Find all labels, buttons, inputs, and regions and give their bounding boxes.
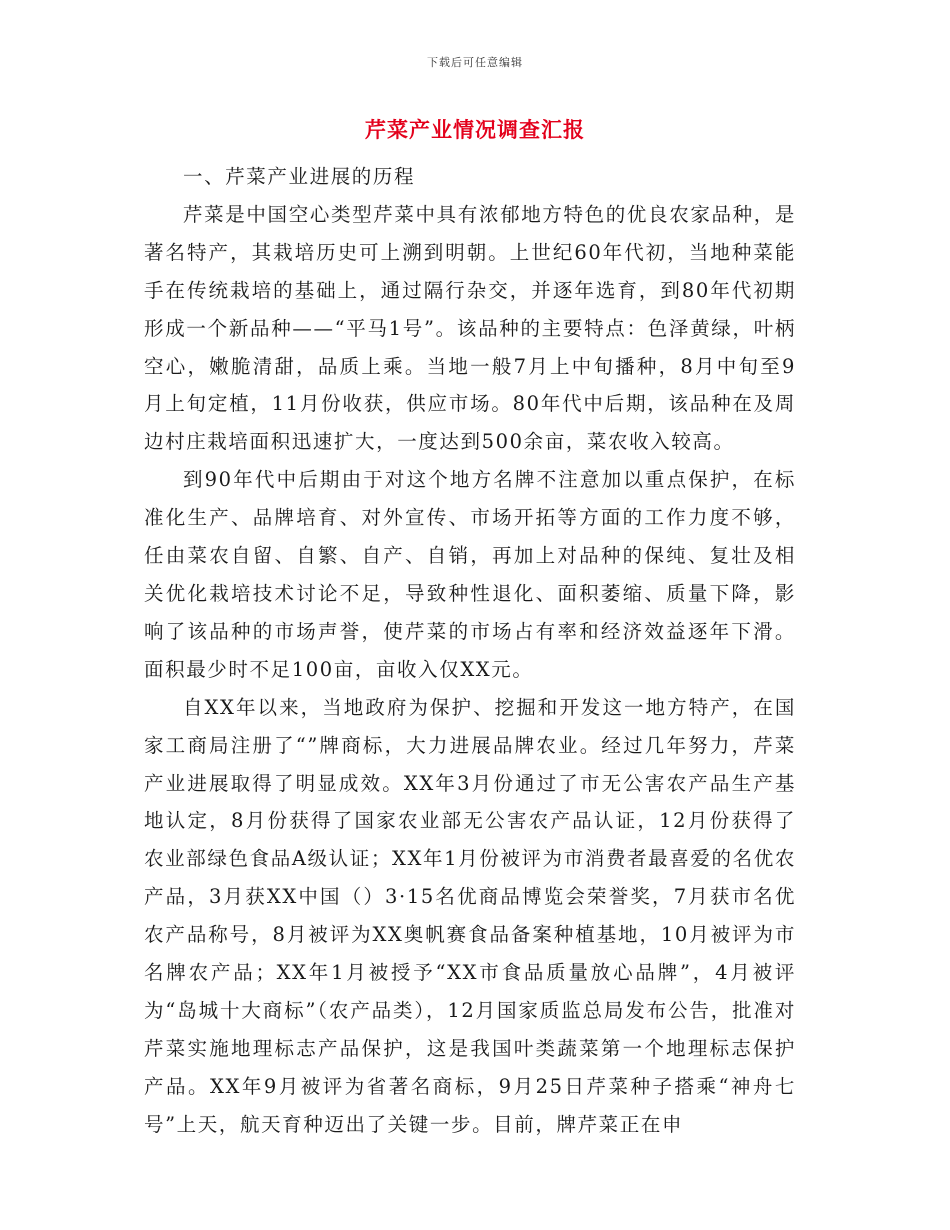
section-heading: 一、芹菜产业进展的历程 <box>183 165 416 188</box>
header-note: 下载后可任意编辑 <box>427 56 523 69</box>
document-body <box>144 158 796 1144</box>
document-title: 芹菜产业情况调查汇报 <box>365 117 585 142</box>
paragraph-2: 到90年代中后期由于对这个地方名牌不注意加以重点保护，在标准化生产、品牌培育、对外宣传、市场开拓等方面的工作力度不够，任由菜农自留、自繁、自产、自销，再加上对品种的保纯、复壮及相关优化栽培技术讨论不足，导致种性退化、面积萎缩、质量下降，影响了该品种的市场声誉，使芹菜的市场占有率和经济效益逐年下滑。面积最少时不足100亩，亩收入仅XX元。 <box>144 468 796 681</box>
paragraph-3: 自XX年以来，当地政府为保护、挖掘和开发这一地方特产，在国家工商局注册了“”牌商标，大力进展品牌农业。经过几年努力，芹菜产业进展取得了明显成效。XX年3月份通过了市无公害农产品生产基地认定，8月份获得了国家农业部无公害农产品认证，12月份获得了农业部绿色食品A级认证；XX年1月份被评为市消费者最喜爱的名优农产品，3月获XX中国（）3·15名优商品博览会荣誉奖，7月获市名优农产品称号，8月被评为XX奥帆赛食品备案种植基地，10月被评为市名牌农产品；XX年1月被授予“XX市食品质量放心品牌”，4月被评为“岛城十大商标”（农产品类），12月国家质监总局发布公告，批准对芹菜实施地理标志产品保护，这是我国叶类蔬菜第一个地理标志保护产品。XX年9月被评为省著名商标，9月25日芹菜种子搭乘“神舟七号”上天，航天育种迈出了关键一步。目前，牌芹菜正在申 <box>144 695 796 1136</box>
paragraph-1: 芹菜是中国空心类型芹菜中具有浓郁地方特色的优良农家品种，是著名特产，其栽培历史可上溯到明朝。上世纪60年代初，当地种菜能手在传统栽培的基础上，通过隔行杂交，并逐年选育，到80年代初期形成一个新品种——“平马1号”。该品种的主要特点：色泽黄绿，叶柄空心，嫩脆清甜，品质上乘。当地一般7月上中旬播种，8月中旬至9月上旬定植，11月份收获，供应市场。80年代中后期，该品种在及周边村庄栽培面积迅速扩大，一度达到500余亩，菜农收入较高。 <box>144 202 796 454</box>
